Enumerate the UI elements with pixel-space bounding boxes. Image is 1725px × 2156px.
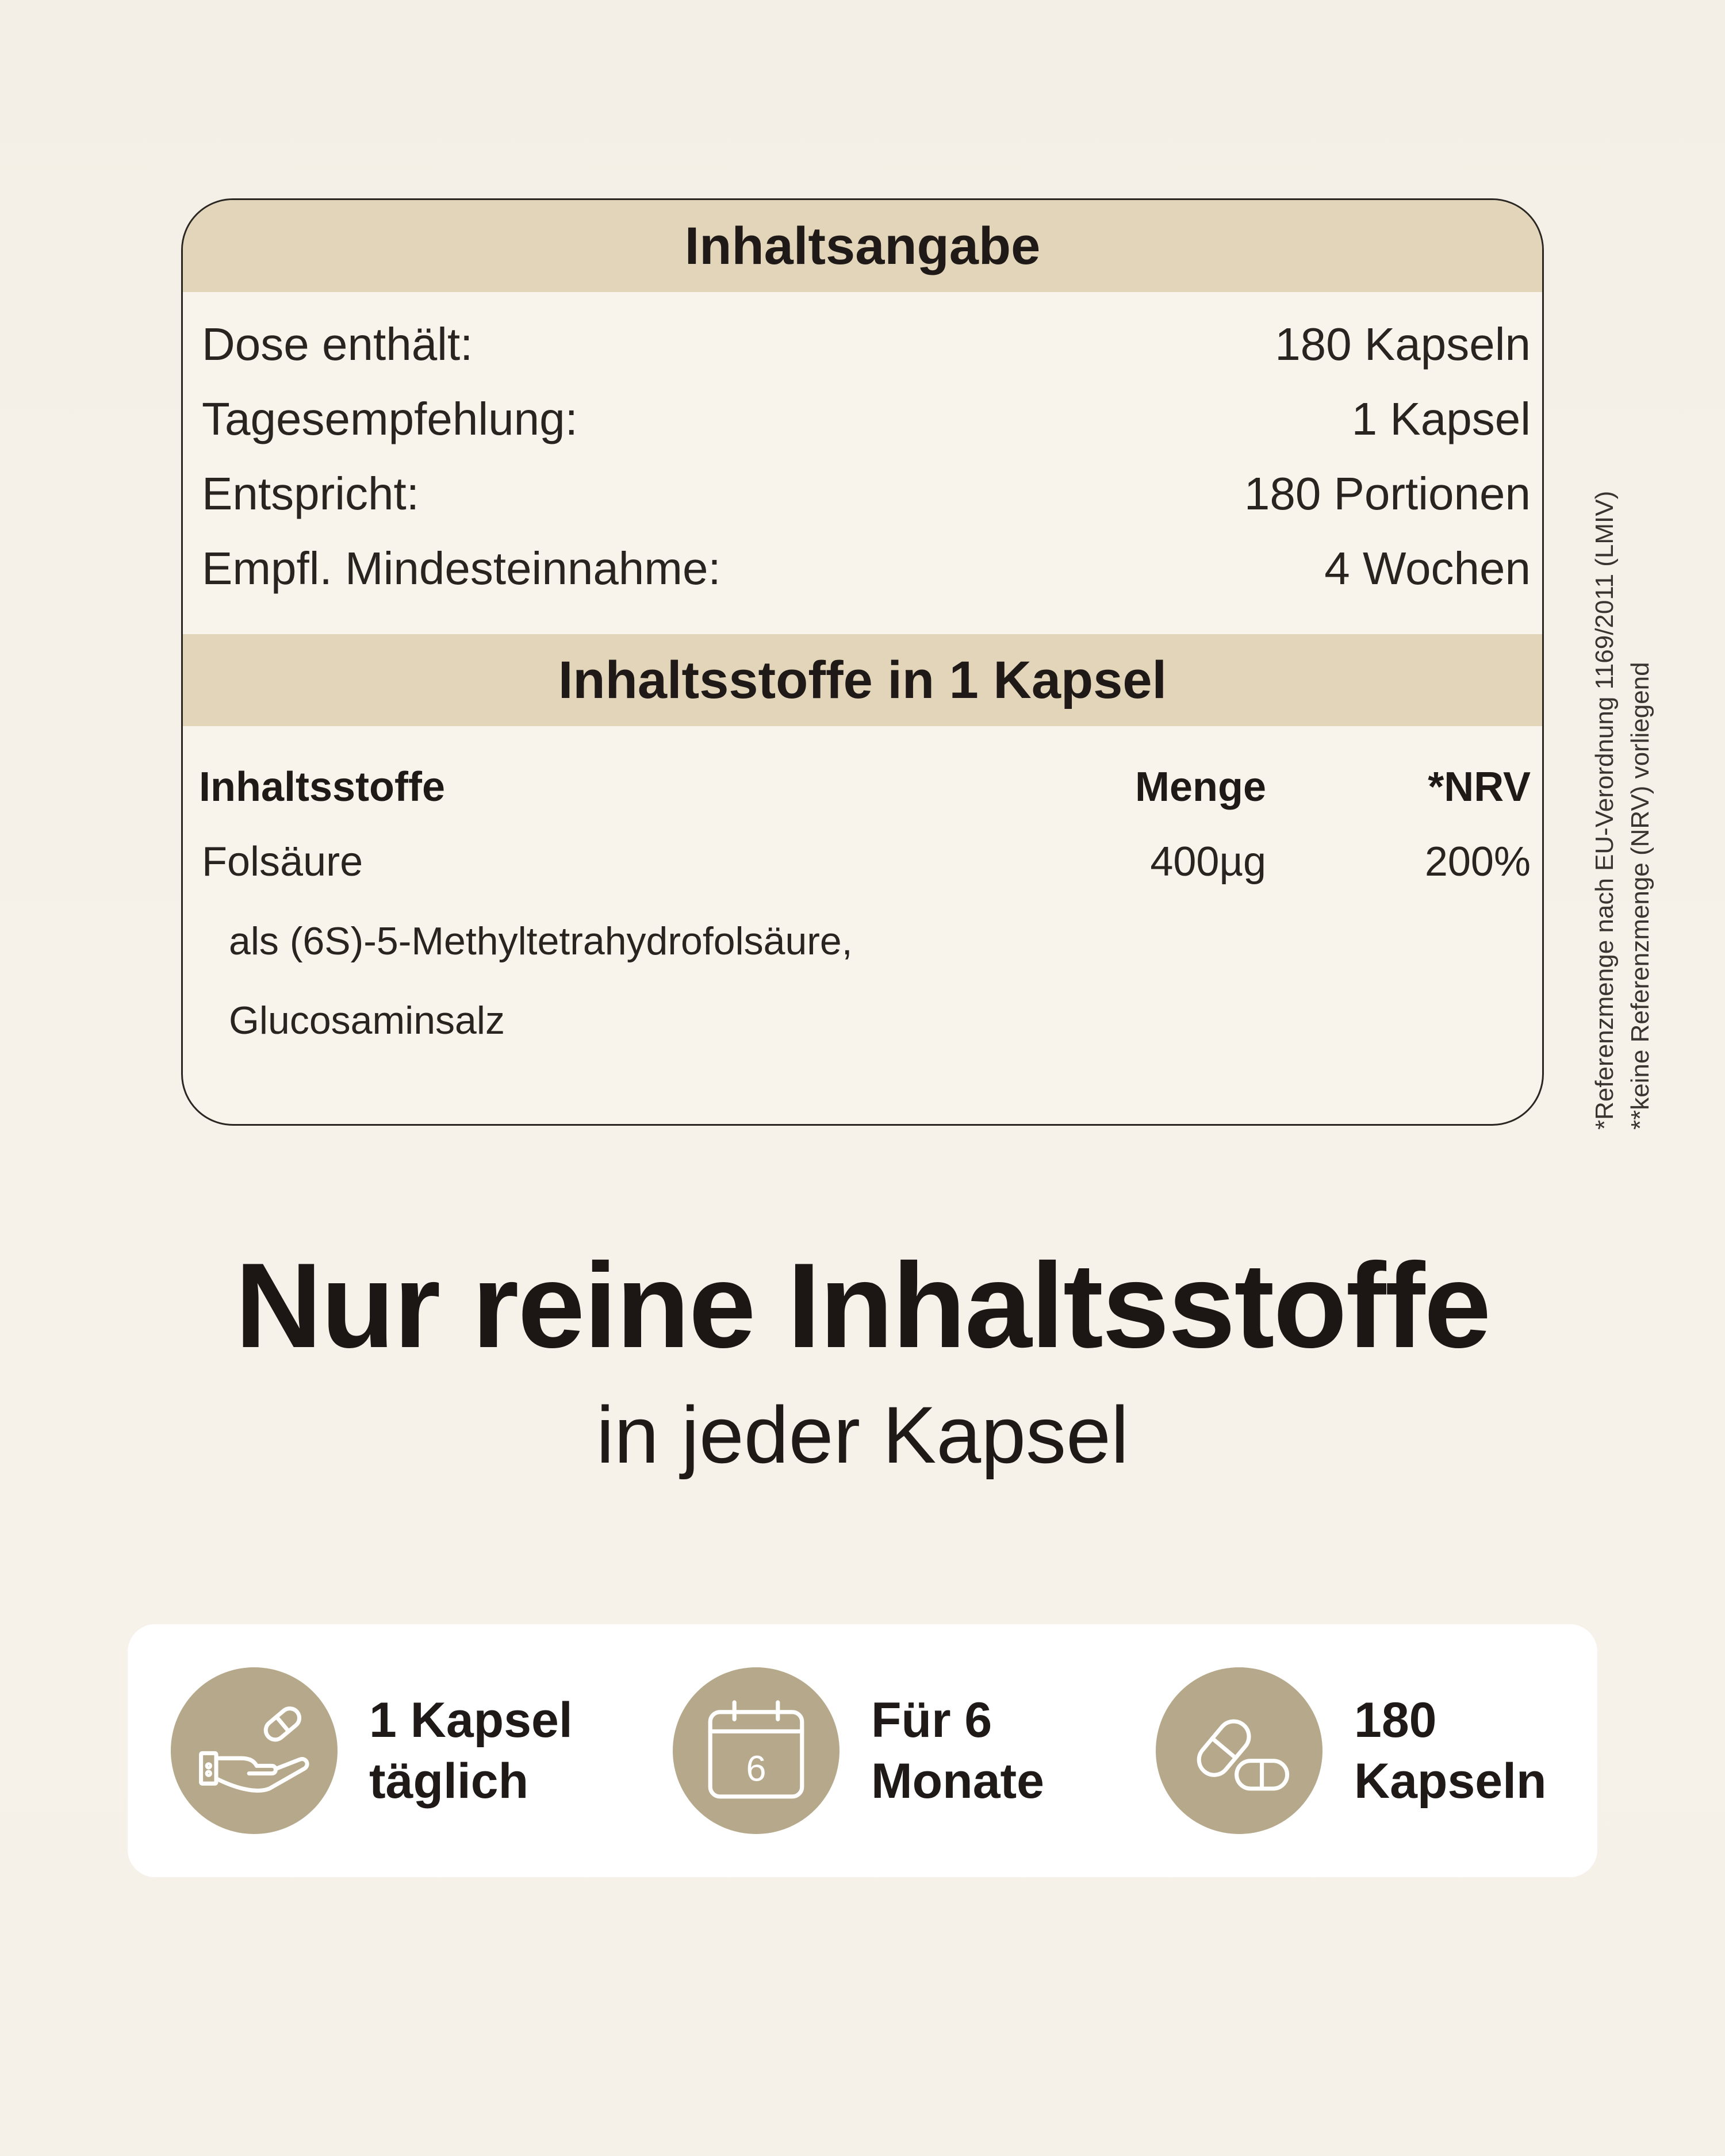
info-label: Entspricht: (202, 468, 419, 519)
subheadline: in jeder Kapsel (596, 1390, 1129, 1480)
info-row (202, 318, 1531, 371)
footnote-line: *Referenzmenge nach EU-Verordnung 1169/2011 (LMIV) (1590, 490, 1619, 1130)
info-row (202, 542, 1531, 595)
ingredient-detail-line: Glucosaminsalz (229, 999, 505, 1042)
icon-circle (673, 1667, 839, 1834)
info-value: 180 Portionen (1244, 468, 1531, 519)
footnotes (1587, 394, 1667, 1130)
feature-text (369, 1690, 573, 1812)
feature-line: Für 6 (871, 1693, 992, 1748)
feature-line: 180 (1354, 1693, 1437, 1748)
column-header-nrv: *NRV (1428, 764, 1531, 810)
panel-header-contents: Inhaltsangabe (183, 200, 1542, 292)
feature-duration (673, 1624, 1044, 1877)
ingredient-nrv: 200% (1424, 839, 1531, 885)
feature-line: täglich (369, 1754, 529, 1809)
info-value: 1 Kapsel (1351, 393, 1531, 444)
feature-daily-dose (171, 1624, 573, 1877)
column-header-ingredients: Inhaltsstoffe (199, 764, 446, 810)
feature-text (1354, 1690, 1547, 1812)
icon-circle (1156, 1667, 1322, 1834)
headline: Nur reine Inhaltsstoffe (235, 1238, 1490, 1373)
info-label: Empfl. Mindesteinnahme: (202, 543, 721, 594)
hand-capsule-icon (191, 1687, 317, 1814)
column-header-amount: Menge (1134, 764, 1266, 810)
feature-text (871, 1690, 1044, 1812)
feature-line: Monate (871, 1754, 1044, 1809)
ingredient-detail-line: als (6S)-5-Methyltetrahydrofolsäure, (229, 919, 853, 963)
feature-line: Kapseln (1354, 1754, 1547, 1809)
footnote-line: **keine Referenzmenge (NRV) vorliegend (1626, 662, 1654, 1130)
calendar-icon (696, 1690, 816, 1811)
svg-text:6: 6 (746, 1748, 766, 1789)
info-label: Dose enthält: (202, 319, 473, 370)
ingredients-panel (181, 198, 1544, 1126)
icon-circle (171, 1667, 338, 1834)
feature-line: 1 Kapsel (369, 1693, 573, 1748)
info-row (202, 393, 1531, 446)
panel-header-ingredients: Inhaltsstoffe in 1 Kapsel (183, 634, 1542, 726)
feature-count (1156, 1624, 1547, 1877)
ingredient-amount: 400µg (1150, 839, 1266, 885)
capsules-icon (1176, 1687, 1302, 1814)
info-value: 4 Wochen (1324, 543, 1531, 594)
info-label: Tagesempfehlung: (202, 393, 578, 444)
features-bar (128, 1624, 1597, 1877)
info-value: 180 Kapseln (1275, 319, 1531, 370)
ingredient-name: Folsäure (202, 839, 363, 885)
info-row (202, 467, 1531, 520)
